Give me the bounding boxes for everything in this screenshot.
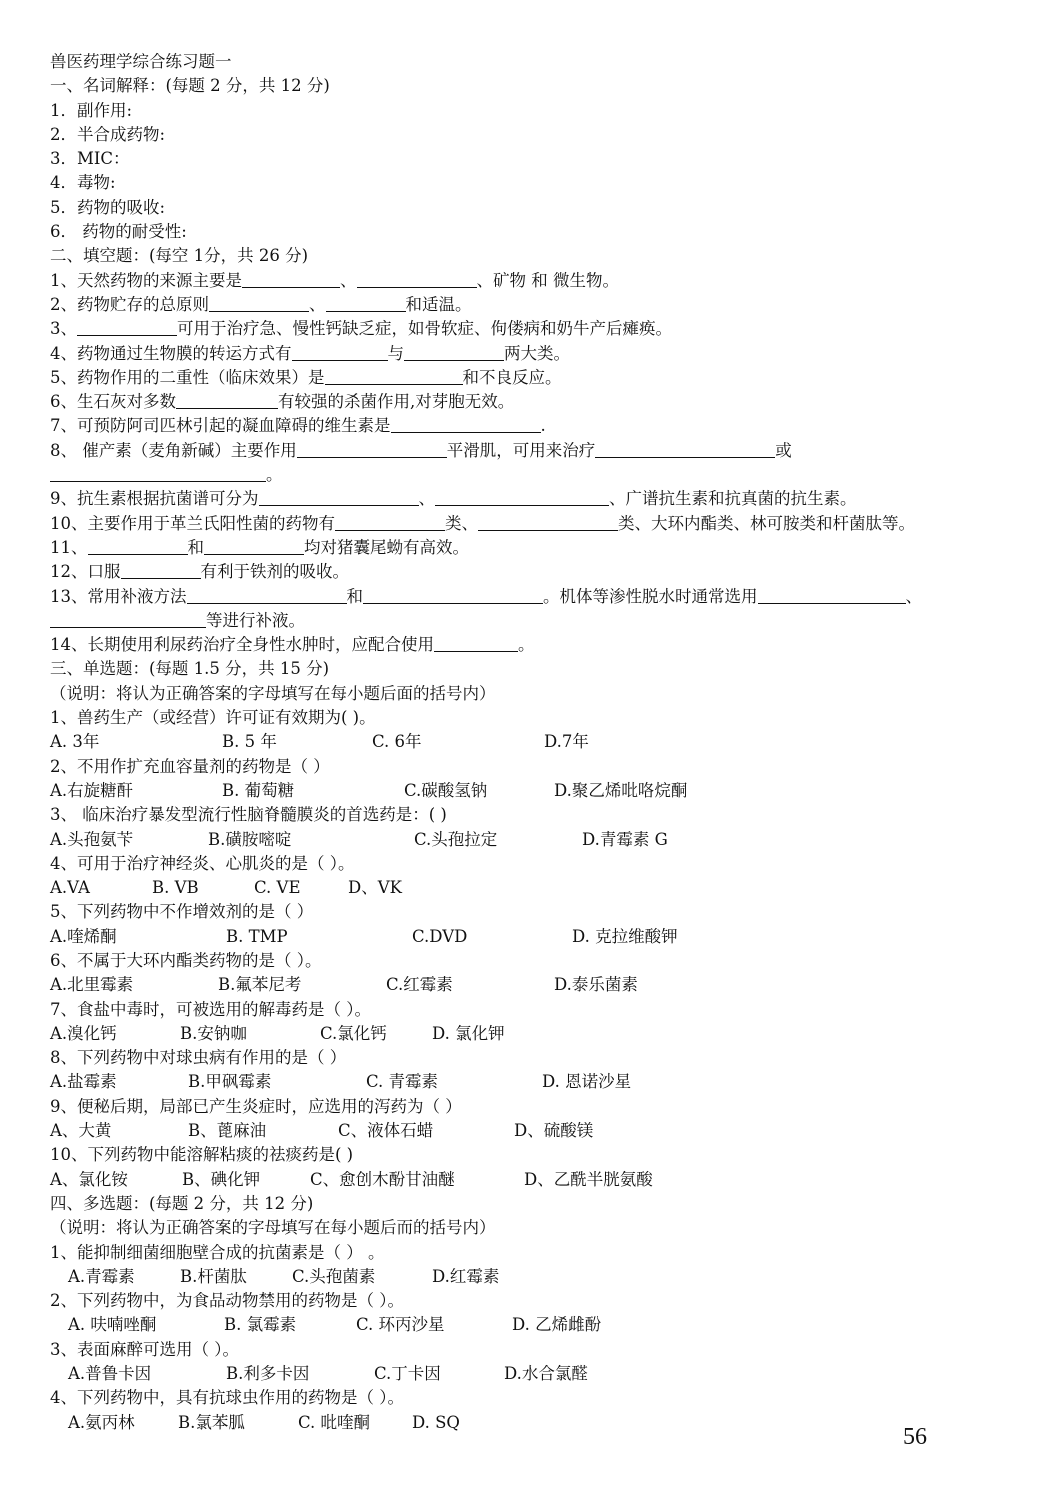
answer-blank[interactable]	[404, 343, 504, 361]
answer-blank[interactable]	[50, 610, 206, 628]
fill-question-14: 14、长期使用利尿药治疗全身性水肿时，应配合使用 。	[50, 635, 535, 655]
option[interactable]: B.甲砜霉素	[188, 1072, 272, 1092]
single-choice-question: 5、下列药物中不作增效剂的是（ ）	[50, 902, 314, 922]
answer-blank[interactable]	[204, 537, 304, 555]
option[interactable]: A. 呋喃唑酮	[68, 1315, 157, 1335]
option[interactable]: D、乙酰半胱氨酸	[524, 1169, 653, 1189]
option[interactable]: A. 3年	[50, 732, 100, 752]
option[interactable]: A.盐霉素	[50, 1072, 117, 1092]
term-item: 2．半合成药物:	[50, 124, 166, 144]
option[interactable]: A.喹烯酮	[50, 926, 117, 946]
option[interactable]: D. 乙烯雌酚	[512, 1315, 602, 1335]
fill-question-4: 4、药物通过生物膜的转运方式有 与 两大类。	[50, 343, 570, 363]
option[interactable]: B.氯苯胍	[178, 1412, 245, 1432]
option[interactable]: B.氟苯尼考	[218, 975, 302, 995]
option[interactable]: C、液体石蜡	[338, 1121, 434, 1141]
fill-question-11: 11、 和 均对猪囊尾蚴有高效。	[50, 537, 469, 557]
option[interactable]: A、氯化铵	[50, 1169, 128, 1189]
single-choice-question: 8、下列药物中对球虫病有作用的是（ ）	[50, 1048, 347, 1068]
option[interactable]: D.水合氯醛	[504, 1364, 588, 1384]
multi-choice-question: 4、下列药物中，具有抗球虫作用的药物是（ ）。	[50, 1388, 404, 1408]
answer-blank[interactable]	[187, 586, 347, 604]
option[interactable]: A.头孢氨苄	[50, 829, 134, 849]
single-choice-question: 9、便秘后期，局部已产生炎症时，应选用的泻药为（ ）	[50, 1096, 462, 1116]
option[interactable]: B. VB	[152, 878, 199, 898]
answer-blank[interactable]	[88, 537, 188, 555]
option-row	[50, 876, 1020, 900]
option[interactable]: B. TMP	[226, 926, 288, 946]
fill-question-12: 12、口服 有利于铁剂的吸收。	[50, 562, 349, 582]
option[interactable]: D.泰乐菌素	[554, 975, 638, 995]
option[interactable]: C.红霉素	[386, 975, 453, 995]
option-row	[50, 1070, 1020, 1094]
fill-question-6: 6、生石灰对多数 有较强的杀菌作用,对芽胞无效。	[50, 392, 515, 412]
option-row	[50, 973, 1020, 997]
term-item: 3．MIC：	[50, 149, 130, 169]
option[interactable]: B、蓖麻油	[188, 1121, 267, 1141]
option[interactable]: B、碘化钾	[182, 1169, 261, 1189]
fill-question-2: 2、药物贮存的总原则 、 和适温。	[50, 294, 472, 314]
answer-blank[interactable]	[363, 586, 543, 604]
term-item: 1．副作用:	[50, 100, 133, 120]
answer-blank[interactable]	[50, 464, 266, 482]
answer-blank[interactable]	[595, 440, 775, 458]
option[interactable]: C.DVD	[412, 926, 468, 946]
section-1-header: 一、名词解释：(每题 2 分，共 12 分)	[50, 76, 330, 96]
option-row	[50, 1265, 1020, 1289]
option[interactable]: B.杆菌肽	[180, 1266, 247, 1286]
option-row	[50, 779, 1020, 803]
option-row	[50, 1022, 1020, 1046]
answer-blank[interactable]	[325, 367, 463, 385]
option[interactable]: A.右旋糖酐	[50, 780, 134, 800]
option[interactable]: C、愈创木酚甘油醚	[310, 1169, 455, 1189]
answer-blank[interactable]	[758, 586, 906, 604]
option-row	[50, 1362, 1020, 1386]
option[interactable]: D.聚乙烯吡咯烷酮	[554, 780, 688, 800]
option[interactable]: D. SQ	[412, 1412, 460, 1432]
option[interactable]: D. 氯化钾	[432, 1023, 505, 1043]
term-item: 6． 药物的耐受性:	[50, 222, 187, 242]
option[interactable]: C. 6年	[372, 732, 422, 752]
term-item: 4．毒物:	[50, 173, 116, 193]
fill-question-3: 3、 可用于治疗急、慢性钙缺乏症，如骨软症、佝偻病和奶牛产后瘫痪。	[50, 319, 672, 339]
option[interactable]: C. VE	[254, 878, 301, 898]
option[interactable]: D.红霉素	[432, 1266, 500, 1286]
option-row	[50, 1313, 1020, 1337]
option[interactable]: D.青霉素 G	[582, 829, 668, 849]
answer-blank[interactable]	[259, 488, 419, 506]
section-4-note: （说明：将认为正确答案的字母填写在每小题后而的括号内）	[50, 1218, 496, 1238]
single-choice-question: 1、兽药生产（或经营）许可证有效期为( )。	[50, 708, 376, 728]
fill-question-13-cont: 等进行补液。	[50, 609, 1020, 633]
fill-question-10: 10、主要作用于革兰氏阳性菌的药物有 类、 类、大环内酯类、林可胺类和杆菌肽等。	[50, 513, 915, 533]
fill-question-5: 5、药物作用的二重性（临床效果）是 和不良反应。	[50, 367, 562, 387]
option[interactable]: D、VK	[348, 878, 402, 898]
option[interactable]: C.氯化钙	[320, 1023, 387, 1043]
fill-question-8: 8、 催产素（麦角新碱）主要作用 平滑肌，可用来治疗 或	[50, 440, 792, 460]
answer-blank[interactable]	[435, 488, 609, 506]
answer-blank[interactable]	[326, 294, 406, 312]
section-3-note: （说明：将认为正确答案的字母填写在每小题后面的括号内）	[50, 683, 496, 703]
option-row	[50, 828, 1020, 852]
option-row	[50, 925, 1020, 949]
option[interactable]: A.溴化钙	[50, 1023, 117, 1043]
section-2-header: 二、填空题：(每空 1分，共 26 分)	[50, 246, 309, 266]
single-choice-question: 2、不用作扩充血容量剂的药物是（ ）	[50, 756, 330, 776]
option[interactable]: C. 吡喹酮	[298, 1412, 371, 1432]
fill-question-13: 13、常用补液方法 和 。机体等渗性脱水时通常选用 、	[50, 586, 922, 606]
multi-choice-question: 2、下列药物中，为食品动物禁用的药物是（ ）。	[50, 1291, 404, 1311]
option[interactable]: B.安钠咖	[180, 1023, 247, 1043]
term-item: 5．药物的吸收:	[50, 197, 166, 217]
option[interactable]: D. 克拉维酸钾	[572, 926, 678, 946]
option[interactable]: C.头孢菌素	[292, 1266, 376, 1286]
option[interactable]: A.普鲁卡因	[68, 1364, 152, 1384]
option-row	[50, 1119, 1020, 1143]
fill-question-1: 1、天然药物的来源主要是 、 、矿物 和 微生物。	[50, 270, 619, 290]
option[interactable]: B.磺胺嘧啶	[208, 829, 292, 849]
option[interactable]: A.青霉素	[68, 1266, 135, 1286]
answer-blank[interactable]	[77, 318, 177, 336]
option-row	[50, 730, 1020, 754]
answer-blank[interactable]	[297, 440, 447, 458]
exercise-page	[50, 50, 1020, 1435]
option[interactable]: C.碳酸氢钠	[404, 780, 488, 800]
option[interactable]: D、硫酸镁	[514, 1121, 594, 1141]
answer-blank[interactable]	[176, 391, 278, 409]
option[interactable]: B.利多卡因	[226, 1364, 310, 1384]
answer-blank[interactable]	[357, 270, 477, 288]
answer-blank[interactable]	[242, 270, 340, 288]
single-choice-question: 10、下列药物中能溶解粘痰的祛痰药是( )	[50, 1145, 354, 1165]
option[interactable]: B. 葡萄糖	[222, 780, 295, 800]
page-title: 兽医药理学综合练习题一	[50, 52, 232, 71]
option-row	[50, 1411, 1020, 1435]
answer-blank[interactable]	[209, 294, 309, 312]
option[interactable]: C.丁卡因	[374, 1364, 441, 1384]
option[interactable]: C. 环丙沙星	[356, 1315, 445, 1335]
single-choice-question: 4、可用于治疗神经炎、心肌炎的是（ ）。	[50, 853, 355, 873]
fill-question-9: 9、抗生素根据抗菌谱可分为 、 、广谱抗生素和抗真菌的抗生素。	[50, 489, 857, 509]
single-choice-question: 6、不属于大环内酯类药物的是（ ）。	[50, 950, 322, 970]
answer-blank[interactable]	[434, 634, 518, 652]
multi-choice-question: 1、能抑制细菌细胞壁合成的抗菌素是（ ） 。	[50, 1242, 385, 1262]
option[interactable]: A、大黄	[50, 1121, 112, 1141]
answer-blank[interactable]	[292, 343, 388, 361]
option[interactable]: A.氨丙林	[68, 1412, 135, 1432]
option[interactable]: B. 氯霉素	[224, 1315, 297, 1335]
multi-choice-question: 3、表面麻醉可选用（ ）。	[50, 1339, 239, 1359]
option[interactable]: B. 5 年	[222, 732, 277, 752]
answer-blank[interactable]	[121, 561, 201, 579]
option[interactable]: A.北里霉素	[50, 975, 134, 995]
answer-blank[interactable]	[335, 513, 445, 531]
single-choice-question: 3、 临床治疗暴发型流行性脑脊髓膜炎的首选药是：( )	[50, 805, 447, 825]
fill-question-8-cont: 。	[50, 463, 1020, 487]
option[interactable]: D.7年	[544, 732, 589, 752]
option[interactable]: A.VA	[50, 878, 90, 898]
answer-blank[interactable]	[478, 513, 618, 531]
option[interactable]: C. 青霉素	[366, 1072, 439, 1092]
fill-question-7: 7、可预防阿司匹林引起的凝血障碍的维生素是 .	[50, 416, 546, 436]
option[interactable]: C.头孢拉定	[414, 829, 498, 849]
section-4-header: 四、多选题：(每题 2 分，共 12 分)	[50, 1193, 314, 1213]
option[interactable]: D. 恩诺沙星	[542, 1072, 632, 1092]
answer-blank[interactable]	[391, 415, 541, 433]
option-row	[50, 1168, 1020, 1192]
section-3-header: 三、单选题：(每题 1.5 分，共 15 分)	[50, 659, 330, 679]
single-choice-question: 7、食盐中毒时，可被选用的解毒药是（ ）。	[50, 999, 371, 1019]
page-number: 56	[903, 1424, 927, 1450]
